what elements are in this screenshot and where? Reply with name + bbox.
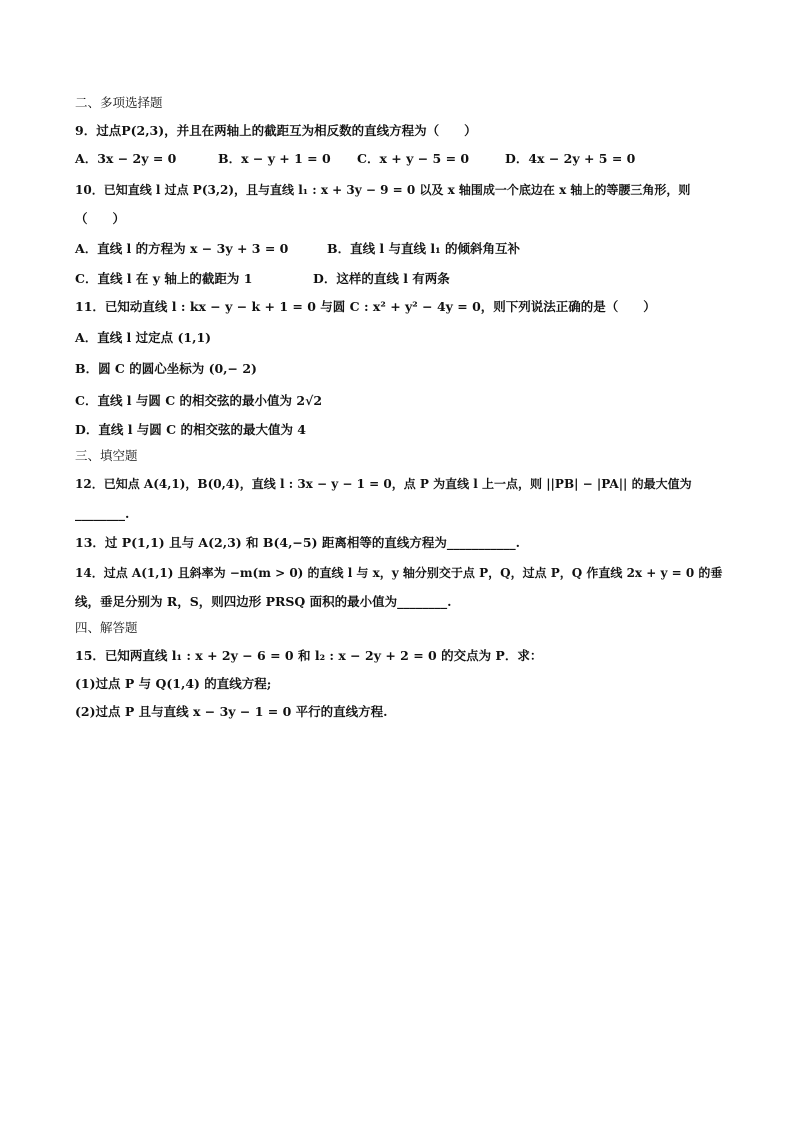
question-15-stem: 15．已知两直线 l₁ : x + 2y − 6 = 0 和 l₂ : x − 2y + 2 = 0 的交点为 P．求： <box>75 648 543 663</box>
q10-option-a: A．直线 l 的方程为 x − 3y + 3 = 0 <box>75 241 289 256</box>
question-14-stem-line2: 线，垂足分别为 R，S，则四边形 PRSQ 面积的最小值为________. <box>75 594 452 609</box>
question-10-stem-line1: 10．已知直线 l 过点 P(3,2)，且与直线 l₁ : x + 3y − 9 = 0 以及 x 轴围成一个底边在 x 轴上的等腰三角形，则 <box>75 183 691 197</box>
q9-option-c: C．x + y − 5 = 0 <box>357 151 470 166</box>
q10-option-b: B．直线 l 与直线 l₁ 的倾斜角互补 <box>327 241 520 256</box>
q11-option-c: C．直线 l 与圆 C 的相交弦的最小值为 2√2 <box>75 393 323 408</box>
section-heading-solutions: 四、解答题 <box>75 620 138 635</box>
q9-option-a: A．3x − 2y = 0 <box>75 151 177 166</box>
question-15-part-1: (1)过点 P 与 Q(1,4) 的直线方程; <box>75 676 272 691</box>
question-10-stem-line2: （ ） <box>75 211 126 226</box>
q11-option-d: D．直线 l 与圆 C 的相交弦的最大值为 4 <box>75 422 306 437</box>
q10-option-c: C．直线 l 在 y 轴上的截距为 1 <box>75 271 253 286</box>
q9-option-b: B．x − y + 1 = 0 <box>218 151 331 166</box>
question-12-stem-line1: 12．已知点 A(4,1)，B(0,4)，直线 l : 3x − y − 1 = 0，点 P 为直线 l 上一点，则 ||PB| − |PA|| 的最大值为 <box>75 477 692 491</box>
question-12-answer-blank: ________. <box>75 506 130 521</box>
q11-option-a: A．直线 l 过定点 (1,1) <box>75 330 212 345</box>
section-heading-multiple-choice: 二、多项选择题 <box>75 95 163 110</box>
question-11-stem: 11．已知动直线 l : kx − y − k + 1 = 0 与圆 C : x² + y² − 4y = 0，则下列说法正确的是（ ） <box>75 299 656 314</box>
section-heading-fill-in: 三、填空题 <box>75 448 138 463</box>
q10-option-d: D．这样的直线 l 有两条 <box>313 271 450 286</box>
question-13-stem: 13．过 P(1,1) 且与 A(2,3) 和 B(4,−5) 距离相等的直线方程为___________. <box>75 535 520 550</box>
question-14-stem-line1: 14．过点 A(1,1) 且斜率为 −m(m > 0) 的直线 l 与 x，y 轴分别交于点 P，Q，过点 P，Q 作直线 2x + y = 0 的垂 <box>75 566 723 580</box>
q9-option-d: D．4x − 2y + 5 = 0 <box>505 151 636 166</box>
q11-option-b: B．圆 C 的圆心坐标为 (0,− 2) <box>75 361 257 376</box>
question-15-part-2: (2)过点 P 且与直线 x − 3y − 1 = 0 平行的直线方程. <box>75 704 388 719</box>
question-9-stem: 9．过点P(2,3)，并且在两轴上的截距互为相反数的直线方程为（ ） <box>75 123 477 138</box>
